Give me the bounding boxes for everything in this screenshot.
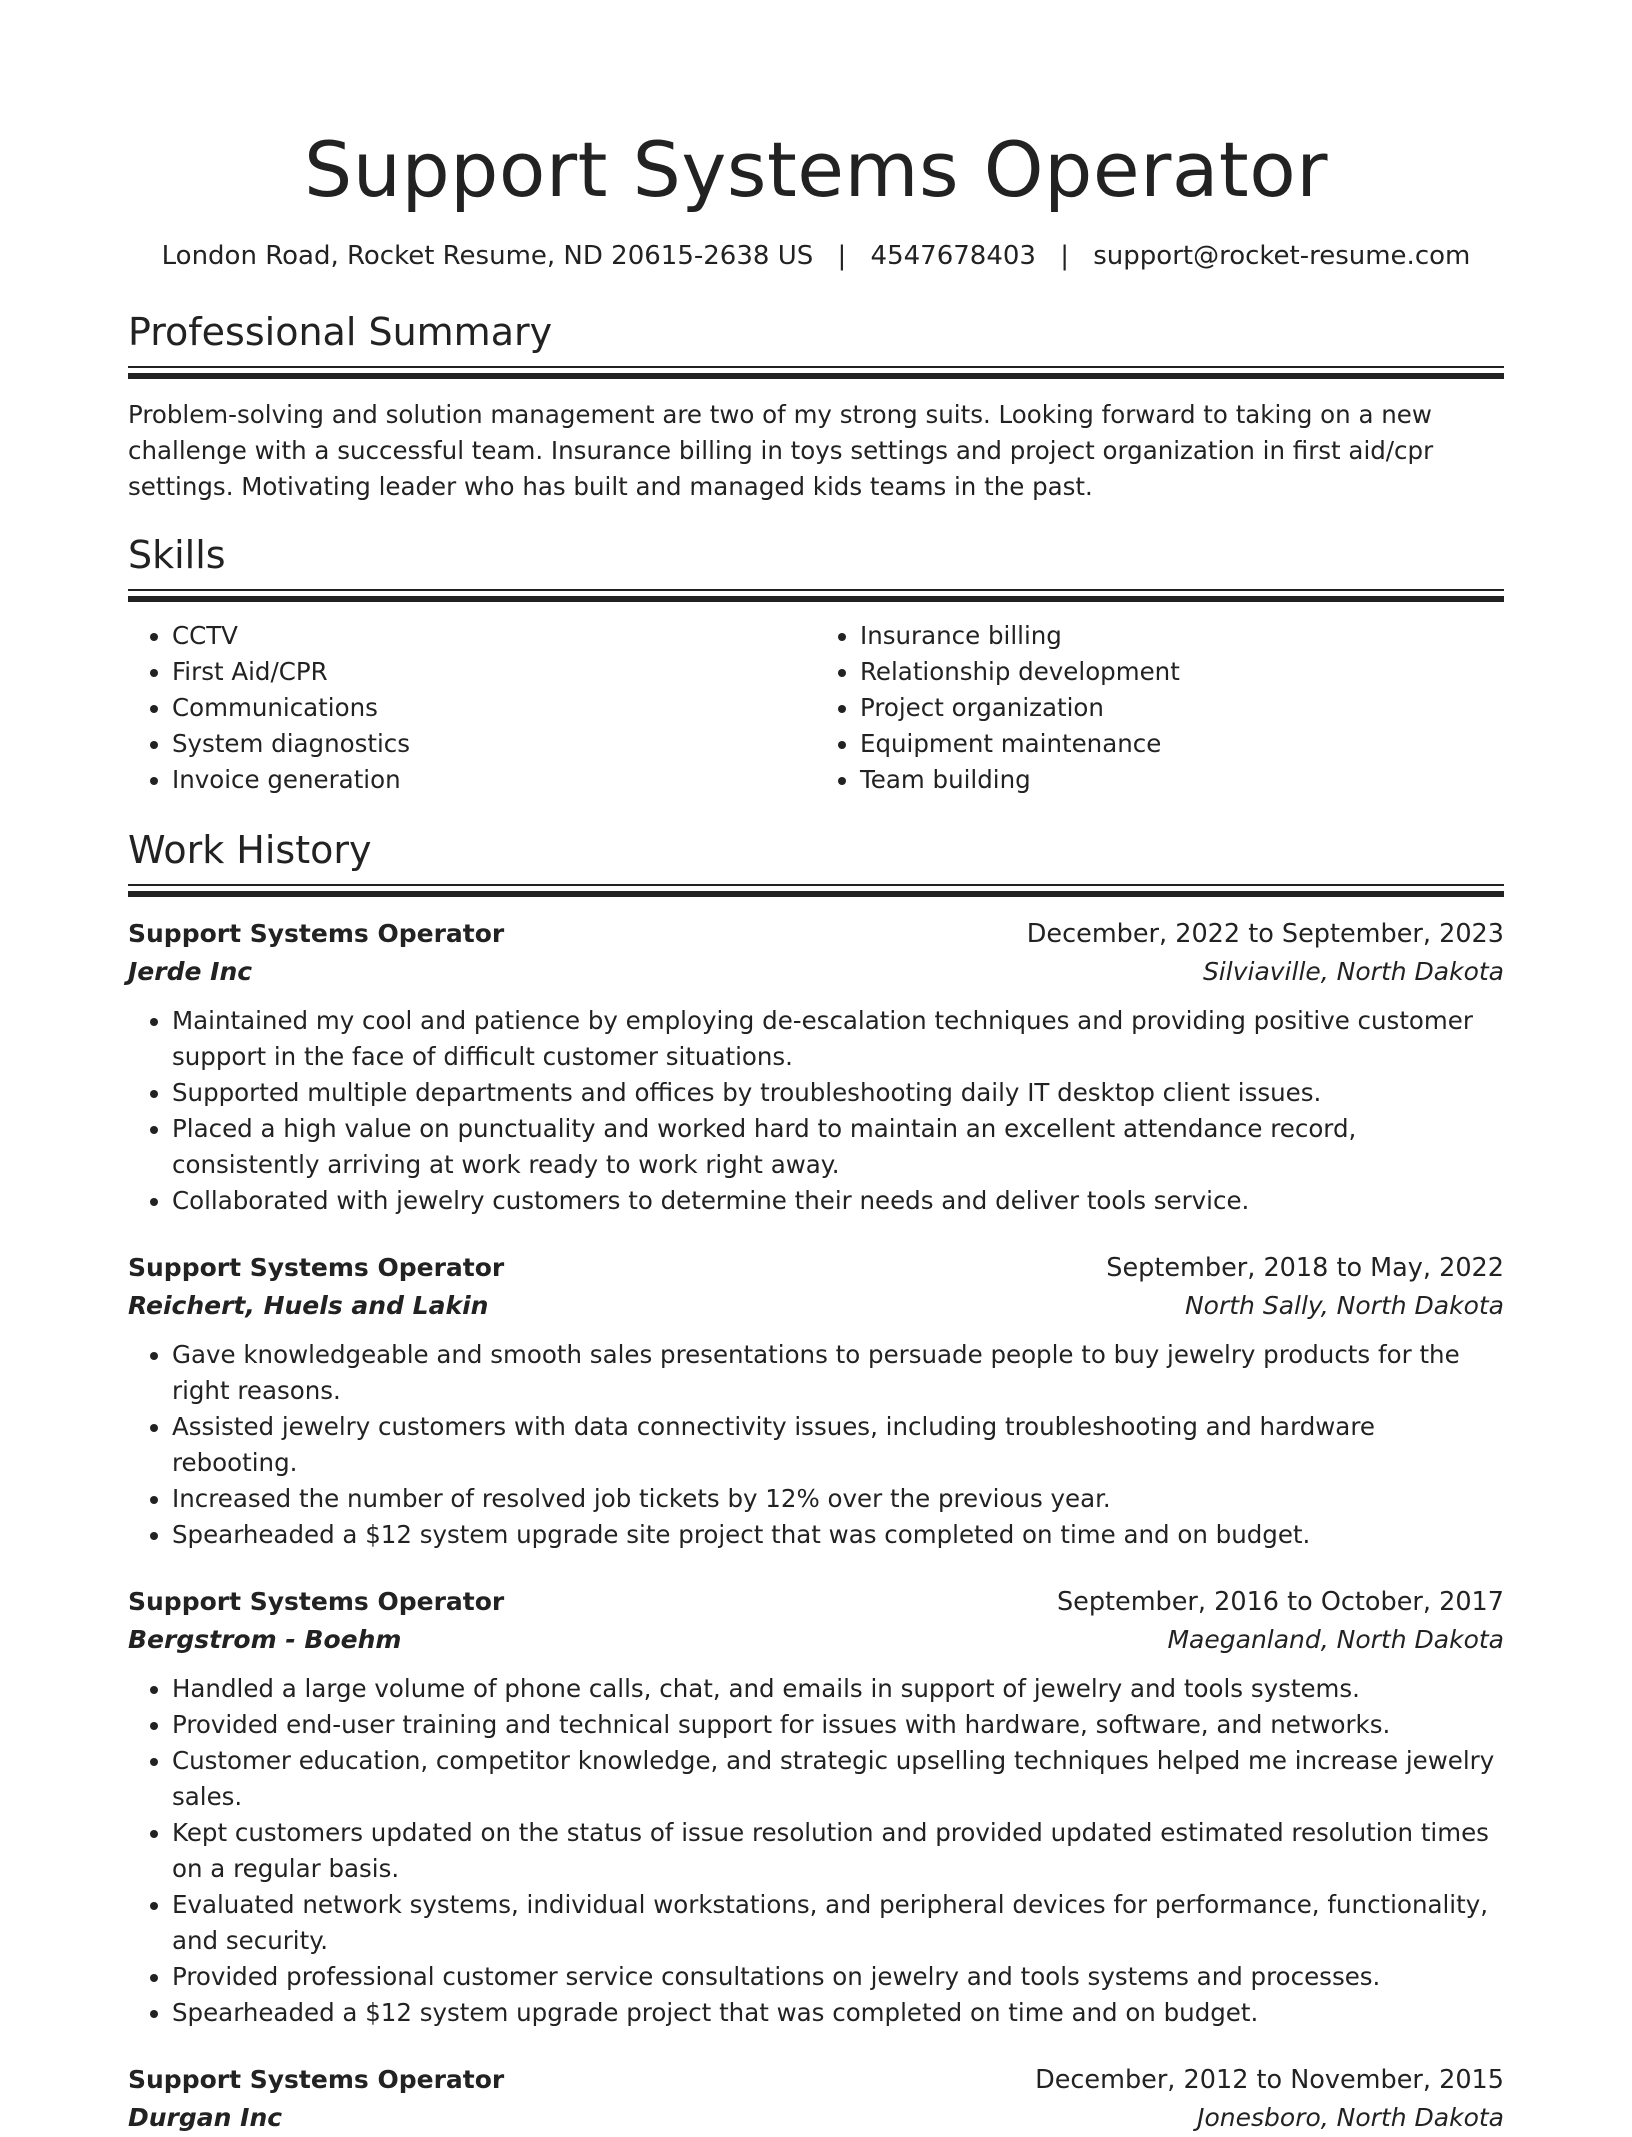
section-rule-thin — [128, 884, 1504, 886]
job-header-row — [128, 1249, 1504, 1287]
skills-list-left — [128, 618, 816, 798]
section-rule-thick — [128, 891, 1504, 897]
job-subheader-row — [128, 1621, 1504, 1659]
job-bullet: • Handled a large volume of phone calls, chat, and emails in support of jewelry and tools systems. — [172, 1671, 1504, 1707]
section-rule-thin — [128, 589, 1504, 591]
contact-phone: 4547678403 — [870, 241, 1036, 271]
job-title: Support Systems Operator — [128, 919, 505, 948]
job-dates: December, 2022 to September, 2023 — [1026, 919, 1504, 949]
job-bullet: • Increased the number of resolved job tickets by 12% over the previous year. — [172, 1481, 1504, 1517]
skills-heading: Skills — [128, 533, 226, 577]
job-header-row — [128, 915, 1504, 953]
job-company: Bergstrom - Boehm — [128, 1625, 402, 1654]
contact-address: London Road, Rocket Resume, ND 20615-2638 US — [161, 241, 814, 271]
summary-text: Problem-solving and solution management are two of my strong suits. Looking forward to taking on a new challenge with a successful team. Insurance billing in toys settings and project organization in first aid/cpr settings. Motivating leader who has built and managed kids teams in the past. — [128, 400, 1434, 501]
skill-item: • Communications — [172, 690, 816, 726]
job-title: Support Systems Operator — [128, 1253, 505, 1282]
contact-separator: | — [837, 241, 847, 271]
job-company: Reichert, Huels and Lakin — [128, 1291, 489, 1320]
job-bullet: • Evaluated network systems, individual workstations, and peripheral devices for performance, functionality, and security. — [172, 1887, 1504, 1959]
summary-section — [128, 308, 1504, 505]
work-history-section — [128, 826, 1504, 2137]
job-entry — [128, 1249, 1504, 1553]
skill-item: • Invoice generation — [172, 762, 816, 798]
job-bullet: • Kept customers updated on the status of issue resolution and provided updated estimated resolution times on a regular basis. — [172, 1815, 1504, 1887]
job-dates: September, 2016 to October, 2017 — [1056, 1587, 1504, 1617]
skill-item: • First Aid/CPR — [172, 654, 816, 690]
job-location: Maeganland, North Dakota — [1167, 1625, 1504, 1654]
job-company: Durgan Inc — [128, 2103, 283, 2132]
job-bullet: • Maintained my cool and patience by employing de-escalation techniques and providing positive customer support in the face of difficult customer situations. — [172, 1003, 1504, 1075]
job-header-row — [128, 2061, 1504, 2099]
job-entry — [128, 2061, 1504, 2137]
job-dates: December, 2012 to November, 2015 — [1035, 2065, 1504, 2095]
job-bullet: • Collaborated with jewelry customers to determine their needs and deliver tools service. — [172, 1183, 1504, 1219]
job-bullet: • Provided end-user training and technical support for issues with hardware, software, and networks. — [172, 1707, 1504, 1743]
skills-columns — [128, 618, 1504, 798]
job-bullet: • Assisted jewelry customers with data connectivity issues, including troubleshooting and hardware rebooting. — [172, 1409, 1504, 1481]
job-company: Jerde Inc — [128, 957, 253, 986]
job-bullets — [128, 1671, 1504, 2031]
job-bullet: • Supported multiple departments and offices by troubleshooting daily IT desktop client issues. — [172, 1075, 1504, 1111]
resume-name: Support Systems Operator — [304, 125, 1328, 214]
job-bullet: • Spearheaded a $12 system upgrade project that was completed on time and on budget. — [172, 1995, 1504, 2031]
job-title: Support Systems Operator — [128, 1587, 505, 1616]
job-entry — [128, 915, 1504, 1219]
contact-line — [128, 238, 1504, 274]
job-subheader-row — [128, 953, 1504, 991]
job-bullet: • Gave knowledgeable and smooth sales presentations to persuade people to buy jewelry products for the right reasons. — [172, 1337, 1504, 1409]
job-bullets — [128, 1337, 1504, 1553]
job-location: Silviaville, North Dakota — [1202, 957, 1504, 986]
skill-item: • Team building — [860, 762, 1504, 798]
work-history-heading: Work History — [128, 828, 372, 872]
job-subheader-row — [128, 1287, 1504, 1325]
job-location: Jonesboro, North Dakota — [1197, 2103, 1504, 2132]
skill-item: • System diagnostics — [172, 726, 816, 762]
job-title: Support Systems Operator — [128, 2065, 505, 2094]
contact-separator: | — [1060, 241, 1069, 271]
job-bullets — [128, 1003, 1504, 1219]
job-bullet: • Spearheaded a $12 system upgrade site project that was completed on time and on budget. — [172, 1517, 1504, 1553]
job-location: North Sally, North Dakota — [1184, 1291, 1504, 1320]
job-bullet: • Provided professional customer service consultations on jewelry and tools systems and processes. — [172, 1959, 1504, 1995]
skills-section — [128, 531, 1504, 798]
job-header-row — [128, 1583, 1504, 1621]
contact-email: support@rocket-resume.com — [1093, 241, 1471, 271]
section-rule-thin — [128, 366, 1504, 368]
skills-list-right — [816, 618, 1504, 798]
skill-item: • CCTV — [172, 618, 816, 654]
section-rule-thick — [128, 373, 1504, 379]
job-entry — [128, 1583, 1504, 2031]
job-bullet: • Customer education, competitor knowledge, and strategic upselling techniques helped me increase jewelry sales. — [172, 1743, 1504, 1815]
skill-item: • Equipment maintenance — [860, 726, 1504, 762]
section-rule-thick — [128, 596, 1504, 602]
skill-item: • Insurance billing — [860, 618, 1504, 654]
skill-item: • Relationship development — [860, 654, 1504, 690]
job-subheader-row — [128, 2099, 1504, 2137]
skill-item: • Project organization — [860, 690, 1504, 726]
job-bullet: • Placed a high value on punctuality and worked hard to maintain an excellent attendance record, consistently arriving at work ready to work right away. — [172, 1111, 1504, 1183]
job-dates: September, 2018 to May, 2022 — [1106, 1253, 1504, 1283]
summary-heading: Professional Summary — [128, 310, 553, 354]
